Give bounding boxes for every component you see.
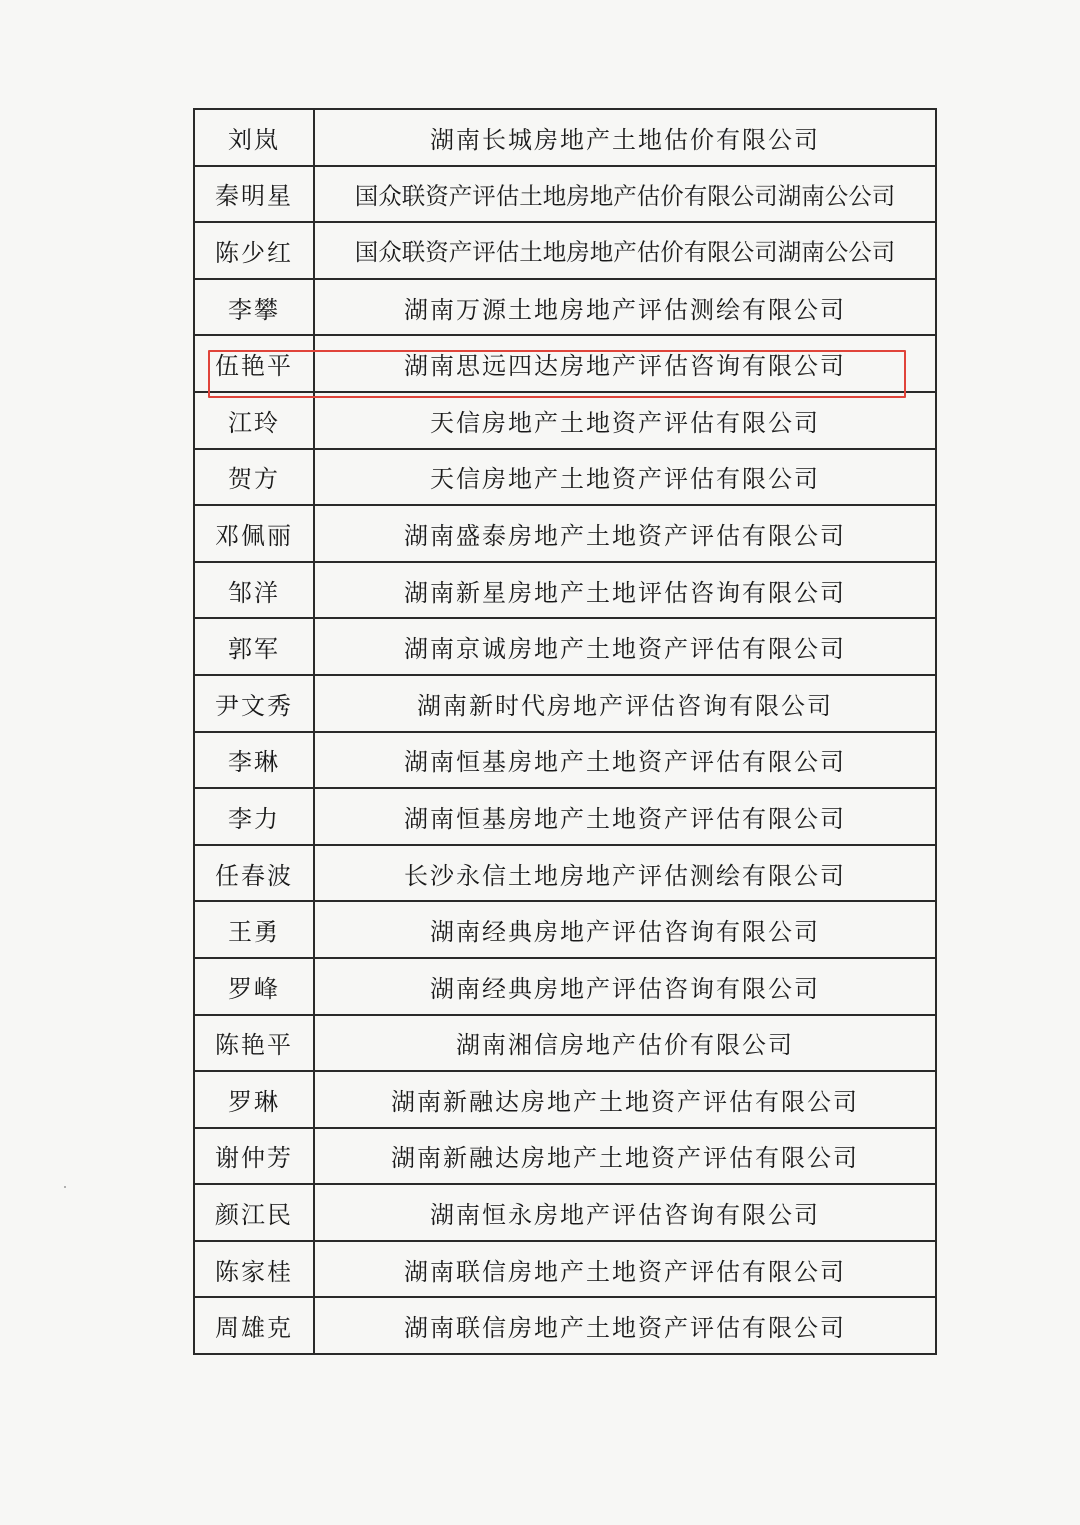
table-row [194, 845, 936, 902]
name-cell: 任春波 [194, 845, 314, 902]
name-cell: 江玲 [194, 392, 314, 449]
company-cell: 湖南新时代房地产评估咨询有限公司 [314, 675, 936, 732]
table-body [194, 109, 936, 1354]
name-cell: 贺方 [194, 449, 314, 506]
name-cell: 罗峰 [194, 958, 314, 1015]
name-cell: 颜江民 [194, 1184, 314, 1241]
table-row [194, 1128, 936, 1185]
company-cell: 湖南恒基房地产土地资产评估有限公司 [314, 732, 936, 789]
table-row [194, 222, 936, 279]
name-cell: 周雄克 [194, 1297, 314, 1354]
table-row [194, 675, 936, 732]
company-cell: 湖南经典房地产评估咨询有限公司 [314, 958, 936, 1015]
company-cell: 湖南新融达房地产土地资产评估有限公司 [314, 1071, 936, 1128]
table-row [194, 505, 936, 562]
name-cell: 陈家桂 [194, 1241, 314, 1298]
table-row [194, 1297, 936, 1354]
name-cell: 王勇 [194, 901, 314, 958]
table-row [194, 1241, 936, 1298]
company-cell: 湖南恒永房地产评估咨询有限公司 [314, 1184, 936, 1241]
name-cell: 秦明星 [194, 166, 314, 223]
name-cell: 邹洋 [194, 562, 314, 619]
appraiser-list-table [193, 108, 937, 1355]
name-cell: 李攀 [194, 279, 314, 336]
name-cell: 谢仲芳 [194, 1128, 314, 1185]
table-row [194, 1071, 936, 1128]
company-cell: 湖南联信房地产土地资产评估有限公司 [314, 1241, 936, 1298]
company-cell: 湖南盛泰房地产土地资产评估有限公司 [314, 505, 936, 562]
table-row [194, 392, 936, 449]
company-cell: 湖南长城房地产土地估价有限公司 [314, 109, 936, 166]
company-cell: 湖南湘信房地产估价有限公司 [314, 1015, 936, 1072]
table-row [194, 166, 936, 223]
name-cell: 李琳 [194, 732, 314, 789]
company-cell: 天信房地产土地资产评估有限公司 [314, 449, 936, 506]
company-cell: 国众联资产评估土地房地产估价有限公司湖南公公司 [314, 166, 936, 223]
table-row [194, 732, 936, 789]
table-row [194, 562, 936, 619]
table-row [194, 109, 936, 166]
table-row [194, 1015, 936, 1072]
company-cell: 湖南万源土地房地产评估测绘有限公司 [314, 279, 936, 336]
name-cell: 罗琳 [194, 1071, 314, 1128]
name-cell: 郭军 [194, 618, 314, 675]
table-row [194, 279, 936, 336]
paper-speck [64, 1186, 66, 1188]
table-row [194, 958, 936, 1015]
table-row [194, 901, 936, 958]
company-cell: 湖南京诚房地产土地资产评估有限公司 [314, 618, 936, 675]
table-row [194, 618, 936, 675]
company-cell: 湖南思远四达房地产评估咨询有限公司 [314, 335, 936, 392]
name-cell: 陈少红 [194, 222, 314, 279]
company-cell: 湖南经典房地产评估咨询有限公司 [314, 901, 936, 958]
table-row [194, 1184, 936, 1241]
table-row [194, 449, 936, 506]
company-cell: 长沙永信土地房地产评估测绘有限公司 [314, 845, 936, 902]
company-cell: 湖南恒基房地产土地资产评估有限公司 [314, 788, 936, 845]
company-cell: 湖南新星房地产土地评估咨询有限公司 [314, 562, 936, 619]
name-cell: 伍艳平 [194, 335, 314, 392]
name-cell: 刘岚 [194, 109, 314, 166]
company-cell: 国众联资产评估土地房地产估价有限公司湖南公公司 [314, 222, 936, 279]
name-cell: 李力 [194, 788, 314, 845]
table-row [194, 788, 936, 845]
company-cell: 天信房地产土地资产评估有限公司 [314, 392, 936, 449]
name-cell: 陈艳平 [194, 1015, 314, 1072]
company-cell: 湖南新融达房地产土地资产评估有限公司 [314, 1128, 936, 1185]
table-row-highlighted [194, 335, 936, 392]
company-cell: 湖南联信房地产土地资产评估有限公司 [314, 1297, 936, 1354]
name-cell: 邓佩丽 [194, 505, 314, 562]
name-cell: 尹文秀 [194, 675, 314, 732]
